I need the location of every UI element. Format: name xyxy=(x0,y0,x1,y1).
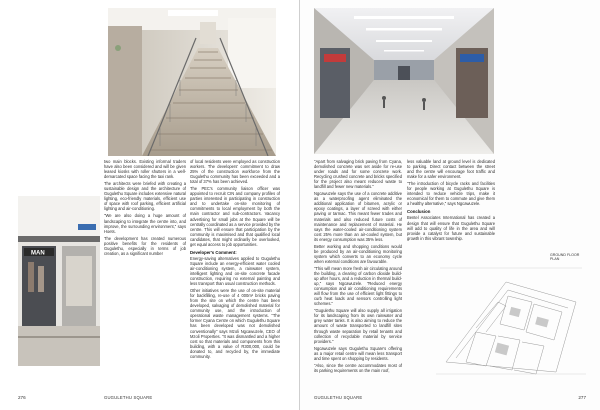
right-body-column-1 xyxy=(314,159,402,391)
developers-comment-heading: Developer's Comment: xyxy=(190,249,237,255)
right-col1-para-1: "Apart from salvaging brick paving from Cyana, demolished concrete was set aside for re-use under roads and for some concrete work. Recycling crushed concrete and bricks specified for the project also meant reduced waste to landfill and fewer new materials." xyxy=(314,159,402,190)
right-col1-para-3: Better working and shopping conditions would be produced by an air-conditioning monitoring system which converts to an economy cycle when external conditions are favourable. xyxy=(314,243,402,264)
left-col2-para-1: of local residents were employed as construction workers. The developers' commitment to draw 25% of the construction workforce from the Gugulethu community has been exceeded and a total of 37% has been achieved. xyxy=(190,159,280,185)
left-page-number: 276 xyxy=(18,395,26,400)
right-col1-para-7: "Also, since the centre accommodates most of its parking requirements on the main roof, xyxy=(314,362,402,373)
right-col1-para-2: Ngcawuzele says the use of a concrete additive as a waterproofing agent eliminated the additional application of bitumen, acrylic or epoxy coatings, a layer of screed with either paving or tarmac. This meant fewer trades and materials and also reduced future costs of maintenance and replacement of material. He says the water-cooled air-conditioning system cost 25% more than an air-cooled system, but its energy consumption was 35% less. xyxy=(314,191,402,242)
left-body-column-main xyxy=(104,159,186,389)
left-col1-para-1: two main blocks. Existing informal traders have also been considered and will be given leased kiosks with roller shutters in a well-demarcated space facing the taxi rank. xyxy=(104,159,186,180)
mall-corridor-photo xyxy=(314,8,494,154)
shopfronts-illustration xyxy=(18,196,100,366)
left-col2-para-2: The PEC's community liaison officer was appointed to recruit CIN and company profiles of parties interested in participating in construction and to undertake on-site monitoring of commitments to local employment by both the main contractor and sub-contractors. Vacancy advertising for small jobs at the Square will be centrally coordinated as a service provided by the centre. This will ensure that participation by the community is maximised and that qualified local candidates, that might ordinarily be overlooked, get equal access to job opportunities. xyxy=(190,186,280,247)
left-col2-para-3: Energy-saving alternatives applied to Gugulethu Square include an energy-efficient water cooled air-conditioning system, a rainwater system, intelligent lighting and on-site concrete facade construction, requiring no external painting and less transport than usual construction methods. xyxy=(190,255,280,287)
right-page-number: 277 xyxy=(578,395,586,400)
right-col2-para-1: less valuable land at ground level is dedicated to parking. Direct contact between the street and the centre will encourage foot traffic and make for a safer environment. xyxy=(407,159,495,180)
corridor-illustration xyxy=(314,8,494,154)
right-col2-para-2: "The introduction of bicycle racks and facilities for people working at Gugulethu Square is intended to reduce vehicle trips, make it economical for them to commute and give them a healthy alternative," says Ngcawuzele. xyxy=(407,181,495,207)
ground-floor-plan-drawing xyxy=(436,262,586,380)
floor-plan-caption: GROUND FLOOR PLAN xyxy=(550,253,580,262)
stairwell-interior-photo xyxy=(108,8,276,156)
left-col2-para-4: Other initiatives were the use of on-site material for backfilling, re-use of 4 000m² bricks paving from the site on which the centre has been developed, salvaging of demolished material for community use, and the introduction of operational waste management systems. "The former Cyana Centre on which Gugulethu Square has been developed was not demolished conventionally" says Mzoli Ngcawuzele, CEO of Mzoli Properties. "It was dismantled and a higher cost so that materials and components from this building, with a value of R300,000, could be donated to, and recycled by, the immediate community. xyxy=(190,288,280,359)
right-footer-title: GUGULETHU SQUARE xyxy=(314,395,363,400)
right-col2-para-3: Bentel Associates International has created a design that will ensure that Gugulethu Square will add to quality of life in the area and will provide a catalyst for future and sustainable growth in this vibrant township. xyxy=(407,215,495,241)
right-page xyxy=(300,0,600,410)
right-body-column-2 xyxy=(407,159,495,271)
right-col1-para-6: Ngcawuzele says Gugulethu Square's offering as a major retail centre will mean less transport and time spent on shopping by residents. xyxy=(314,345,402,361)
right-col1-para-5: "Gugulethu Square will also supply all irrigation for its landscaping from its own rainwater and grey water tanks. It is also aiming to reduce the amount of waste transported to landfill sites through waste separation by retail tenants and collection of recyclable material by service providers." xyxy=(314,308,402,344)
right-col1-para-4: "This will mean more fresh air circulating around the building, a clearing of carbon dioxide build-up after hours, and a reduction in thermal build-up," says Ngcawuzele. "Reduced energy consumption and air conditioning requirements will flow from the use of efficient light fittings to curb heat loads and sensors controlling light schemes." xyxy=(314,265,402,307)
left-footer-title: GUGULETHU SQUARE xyxy=(104,395,153,400)
left-col1-para-2: The architects were briefed with creating a sustainable design and the architecture of Gugulethu Square includes extensive natural lighting, eco-friendly materials, efficient use of space with roof parking, efficient artificial lighting and air-conditioning. xyxy=(104,181,186,212)
store-sign-text: MAN xyxy=(31,250,45,257)
floor-plan-svg xyxy=(436,262,586,380)
conclusion-heading: Conclusion xyxy=(407,209,431,215)
stairwell-illustration xyxy=(108,8,276,156)
left-body-column-2 xyxy=(190,159,280,391)
mall-shopfronts-photo xyxy=(18,196,100,366)
left-col1-para-4: The development has created numerous positive benefits for the residents of Gugulethu, especially in terms of job creation, as a significant number xyxy=(104,235,186,256)
left-col1-para-3: "We are also doing a huge amount of landscaping to integrate the centre into, and improve, the surrounding environment," says Hoets. xyxy=(104,213,186,234)
